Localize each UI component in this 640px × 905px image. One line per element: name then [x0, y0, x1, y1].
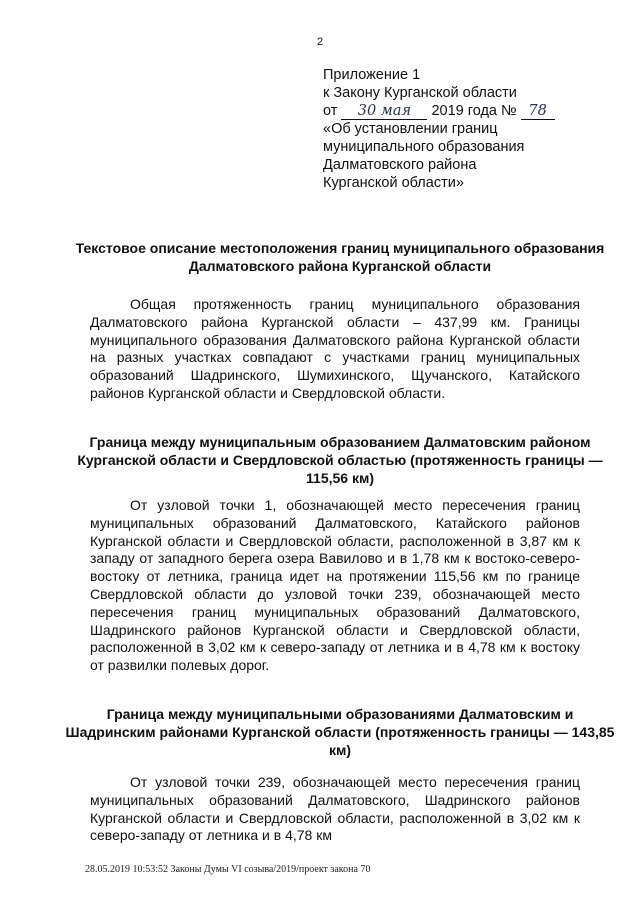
section-heading: Граница между муниципальными образованиями Далматовским и Шадринским районами Курганской области (протяженность границы — 143,85 км): [65, 706, 615, 758]
section-heading: Граница между муниципальным образованием Далматовским районом Курганской области и Свердловской областью (протяженность границы — 115,56 км): [77, 434, 603, 486]
section-paragraph: Общая протяженность границ муниципального образования Далматовского района Курганской области – 437,99 км. Границы муниципального образования Далматовского района Курганской области на разных участках совпадают с участками границ муниципальных образований Шадринского, Шумихинского, Щучанского, Катайского районов Курганской области и Свердловской области.: [90, 296, 580, 401]
section-paragraph: От узловой точки 1, обозначающей место пересечения границ муниципальных образований Далматовского, Катайского районов Курганской области и Свердловской области, расположенной в 3,87 км к западу от западного берега озера Вавилово и в 1,78 км к востоко-северо-востоку от летника, граница идет на протяжении 115,56 км по границе Свердловской области до узловой точки 239, обозначающей место пересечения границ муниципальных образований Далматовского, Шадринского районов Курганской области и Свердловской области, расположенной в 3,02 км к северо-западу от летника и в 4,78 км к востоку от развилки полевых дорог.: [90, 497, 580, 674]
handwritten-date: 30 мая: [341, 104, 427, 120]
appendix-to-law: к Закону Курганской области: [323, 85, 517, 101]
date-prefix: от: [323, 103, 338, 119]
appendix-subject-line: муниципального образования: [323, 139, 525, 155]
document-footer: 28.05.2019 10:53:52 Законы Думы VI созыва/2019/проект закона 70: [85, 864, 371, 875]
appendix-subject-line: Курганской области»: [323, 175, 464, 191]
appendix-subject-line: «Об установлении границ: [323, 121, 498, 137]
date-suffix: 2019 года №: [431, 103, 517, 119]
section-paragraph: От узловой точки 239, обозначающей место пересечения границ муниципальных образований Далматовского, Шадринского районов Курганской области и Свердловской области, расположенной в 3,02 км к северо-западу от летника и в 4,78 км: [90, 774, 580, 844]
appendix-title: Приложение 1: [323, 67, 421, 83]
appendix-block: [323, 66, 623, 192]
appendix-date-line: [323, 102, 623, 120]
section-heading: Текстовое описание местоположения границ муниципального образования Далматовского района Курганской области: [75, 240, 605, 274]
handwritten-law-number: 78: [521, 104, 555, 120]
appendix-subject-line: Далматовского района: [323, 157, 477, 173]
page-number: 2: [316, 36, 324, 48]
